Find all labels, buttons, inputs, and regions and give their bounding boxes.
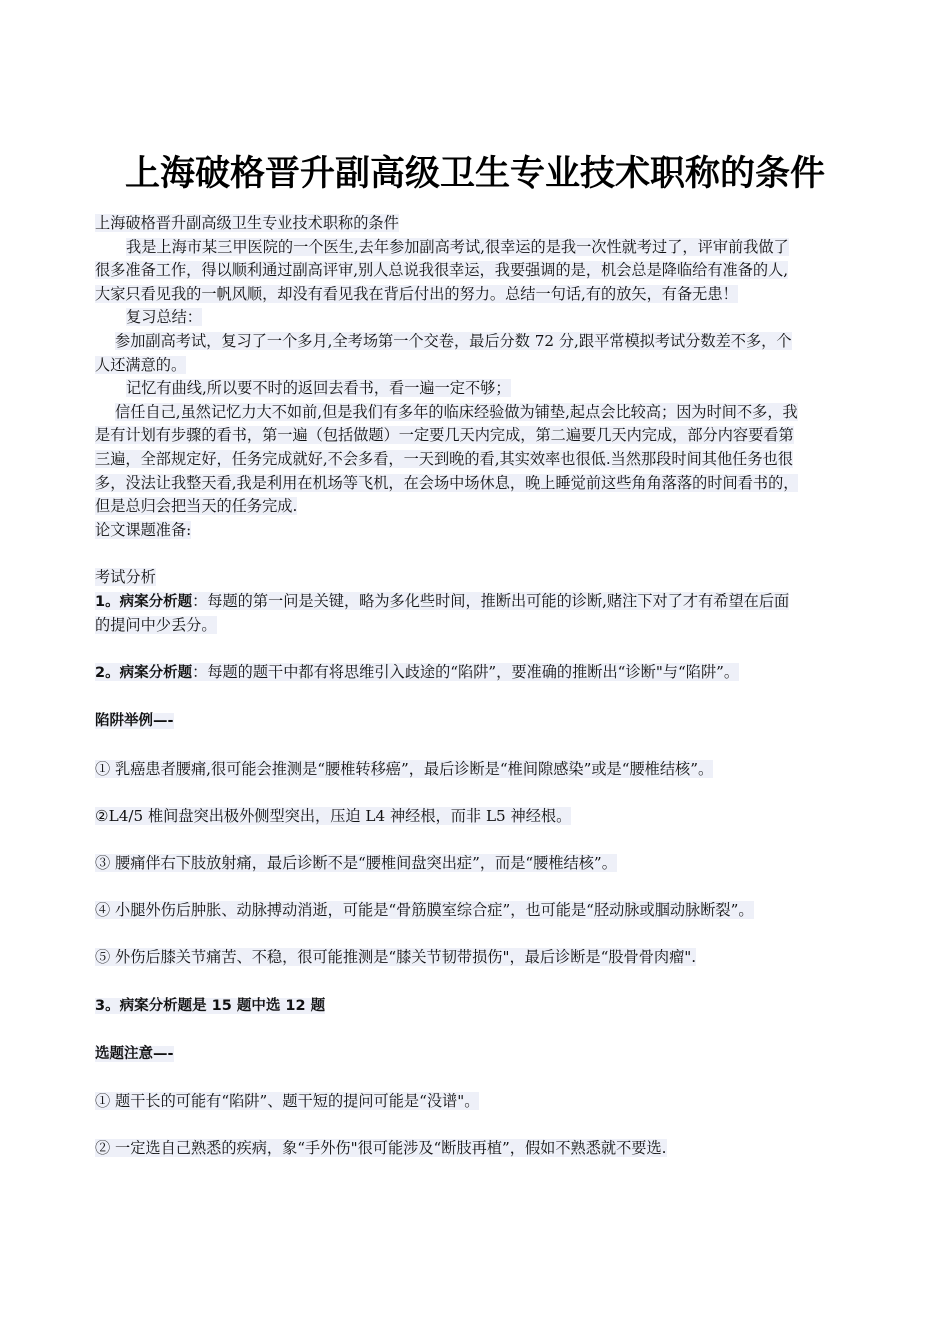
review-paragraph-line: 三遍，全部规定好，任务完成就好,不会多看，一天到晚的看,其实效率也很低.当然那段时间其他任务也很	[95, 449, 793, 468]
item1-text: ：每题的第一问是关键，略为多化些时间，推断出可能的诊断,赌注下对了才有希望在后面	[192, 591, 790, 610]
review-paragraph-line: 人还满意的。	[95, 355, 187, 374]
trap-item: ②L4/5 椎间盘突出极外侧型突出，压迫 L4 神经根，而非 L5 神经根。	[95, 806, 572, 825]
review-paragraph-line: 但是总归会把当天的任务完成.	[95, 497, 298, 516]
document-body	[95, 212, 885, 1161]
item2-label: 2。病案分析题	[95, 665, 193, 682]
review-paragraph-line: 记忆有曲线,所以要不时的返回去看书，看一遍一定不够；	[126, 379, 511, 398]
review-paragraph-line: 参加副高考试，复习了一个多月,全考场第一个交卷，最后分数 72 分,跟平常模拟考试分数差不多，个	[115, 331, 792, 350]
trap-item: ④ 小腿外伤后肿胀、动脉搏动消逝，可能是“骨筋膜室综合症”，也可能是“胫动脉或腘动脉断裂”。	[95, 901, 754, 920]
intro-line: 大家只看见我的一帆风顺，却没有看见我在背后付出的努力。总结一句话,有的放矢，有备无患！	[95, 284, 738, 303]
item3: 3。病案分析题是 15 题中选 12 题	[95, 997, 326, 1014]
exam-heading: 考试分析	[95, 567, 156, 586]
trap-item: ① 乳癌患者腰痛,很可能会推测是“腰椎转移癌”，最后诊断是“椎间隙感染”或是“腰椎结核”。	[95, 759, 714, 778]
thesis-heading: 论文课题准备:	[95, 520, 192, 539]
intro-line: 很多准备工作，得以顺利通过副高评审,别人总说我很幸运，我要强调的是，机会总是降临给有准备的人,	[95, 261, 789, 280]
item2-text: ：每题的题干中都有将思维引入歧途的“陷阱”，要准确的推断出“诊断"与“陷阱”。	[192, 663, 740, 682]
item1-label: 1。病案分析题	[95, 593, 193, 610]
review-paragraph-line: 多，没法让我整天看,我是利用在机场等飞机，在会场中场休息，晚上睡觉前这些角角落落的时间看书的，	[95, 473, 799, 492]
review-paragraph-line: 信任自己,虽然记忆力大不如前,但是我们有多年的临床经验做为铺垫,起点会比较高；因为时间不多，我	[115, 402, 798, 421]
select-heading: 选题注意—-	[95, 1045, 174, 1062]
select-item: ② 一定选自己熟悉的疾病，象“手外伤"很可能涉及“断肢再植”，假如不熟悉就不要选.	[95, 1139, 667, 1158]
trap-item: ⑤ 外伤后膝关节痛苦、不稳，很可能推测是“膝关节韧带损伤"，最后诊断是“股骨骨肉瘤".	[95, 948, 697, 967]
review-paragraph-line: 是有计划有步骤的看书，第一遍（包括做题）一定要几天内完成，第二遍要几天内完成，部分内容要看第	[95, 426, 794, 445]
document-title: 上海破格晋升副高级卫生专业技术职称的条件	[124, 154, 825, 194]
review-heading: 复习总结：	[126, 308, 202, 327]
subtitle: 上海破格晋升副高级卫生专业技术职称的条件	[95, 214, 399, 232]
intro-line: 我是上海市某三甲医院的一个医生,去年参加副高考试,很幸运的是我一次性就考过了，评审前我做了	[126, 237, 789, 256]
trap-heading: 陷阱举例—-	[95, 713, 174, 730]
trap-item: ③ 腰痛伴右下肢放射痛，最后诊断不是“腰椎间盘突出症”，而是“腰椎结核”。	[95, 854, 617, 873]
select-item: ① 题干长的可能有“陷阱”、题干短的提问可能是“没谱"。	[95, 1091, 480, 1110]
item1-text: 的提问中少丢分。	[95, 616, 217, 635]
